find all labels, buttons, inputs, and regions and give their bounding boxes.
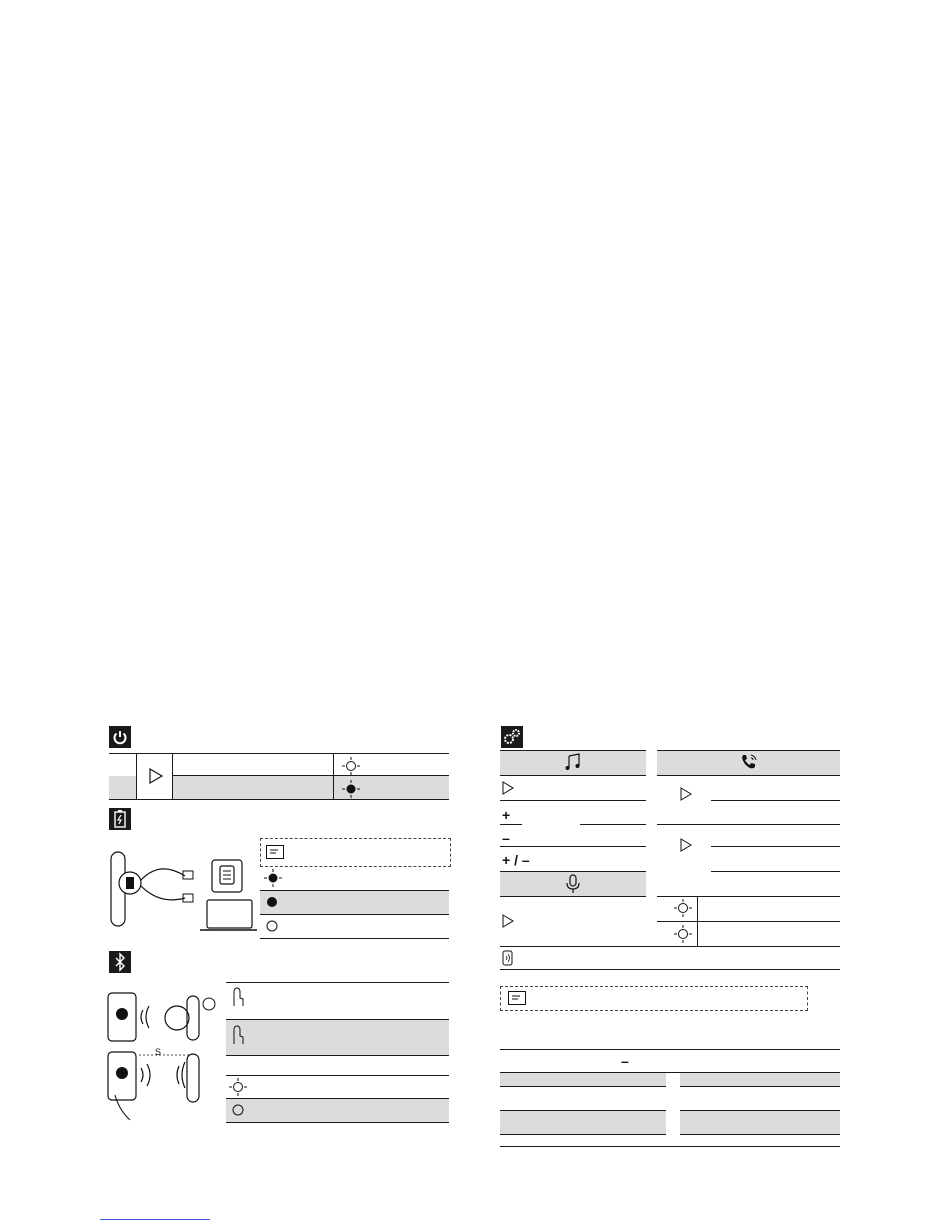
power-table-top-line [109,753,449,754]
led-off-icon [266,920,278,932]
led-off-icon [232,1104,244,1116]
play-button-icon [502,781,514,795]
note-icon [266,845,284,859]
led-blinking-icon [342,757,360,775]
bt-row-line-3 [226,1055,449,1056]
led-blinking-icon [674,899,692,917]
bottom-table-line-2b [680,1086,840,1087]
led-full-icon [266,896,278,908]
bt-row-shade-1 [226,1020,449,1055]
music-note-icon [565,753,581,771]
led-solid-icon [264,869,282,887]
footer-link[interactable] [100,1219,210,1220]
battery-note-box [260,838,451,867]
call-row-line-5 [657,896,840,897]
settings-table-bottom [500,946,840,947]
play-button-icon [680,787,692,801]
bottom-table-line-4b [680,1134,840,1135]
call-row-line-3 [711,846,840,847]
power-table-bottom-line [109,799,449,800]
phone-call-icon [740,753,758,771]
settings-note-box [500,986,808,1011]
battery-section-icon [109,808,131,830]
power-col-divider-a [136,753,137,799]
power-icon [109,726,131,748]
bottom-table-bottom [500,1146,840,1147]
bottom-row-shade-right-1 [680,1073,840,1086]
led-blinking-icon [674,925,692,943]
charging-illustration [105,850,265,935]
music-row-line-3 [500,846,646,847]
call-row-line-1 [711,800,840,801]
play-button-icon [680,838,692,852]
call-icon-col-divider [697,896,698,946]
bt-row-line-1 [226,982,449,983]
mic-header-bottom [500,896,646,897]
bottom-table-line-4a [500,1134,666,1135]
bottom-table-top [500,1049,840,1050]
music-row-line-2b [580,824,646,825]
bottom-minus-label: – [621,1053,629,1069]
distance-label: S [155,1047,162,1057]
battery-charging-icon [109,808,131,830]
battery-row-line-3 [260,938,449,939]
bottom-row-shade-right-2 [680,1111,840,1134]
bt-row-line-4 [226,1075,449,1076]
microphone-icon [566,874,580,894]
volume-up-label: + [502,807,511,823]
music-row-line-1 [500,800,646,801]
power-col-divider-c [333,753,334,799]
note-icon [508,991,526,1005]
settings-gears-icon [501,726,523,748]
power-section-icon [109,726,131,748]
call-row-line-4 [711,871,840,872]
bluetooth-icon [109,951,131,973]
call-row-line-6 [657,921,840,922]
battery-row-shade [260,891,449,914]
volume-down-label: – [502,830,510,846]
settings-section-icon [501,726,523,748]
finger-press-icon [229,986,245,1008]
bt-row-shade-2 [226,1099,449,1122]
led-solid-icon [342,780,360,798]
bottom-row-shade-left-1 [500,1073,666,1086]
bluetooth-pairing-illustration [105,990,225,1125]
voice-row-bottom [500,969,840,970]
power-col-divider-b [172,753,173,799]
call-header-bottom [657,775,840,776]
play-button-icon [502,914,514,928]
volume-plus-minus-label: + / – [502,852,530,868]
play-button-icon [148,768,164,784]
call-row-line-2 [657,824,840,825]
bluetooth-section-icon [109,951,131,973]
voice-assistant-icon [502,950,514,966]
bottom-row-shade-left-2 [500,1111,666,1134]
finger-press-icon [229,1024,245,1046]
music-header-bottom [500,775,646,776]
bt-row-line-6 [226,1122,449,1123]
led-blinking-icon [229,1078,247,1096]
battery-row-line-2 [260,914,449,915]
music-row-line-2a [500,824,522,825]
bottom-table-line-2a [500,1086,666,1087]
